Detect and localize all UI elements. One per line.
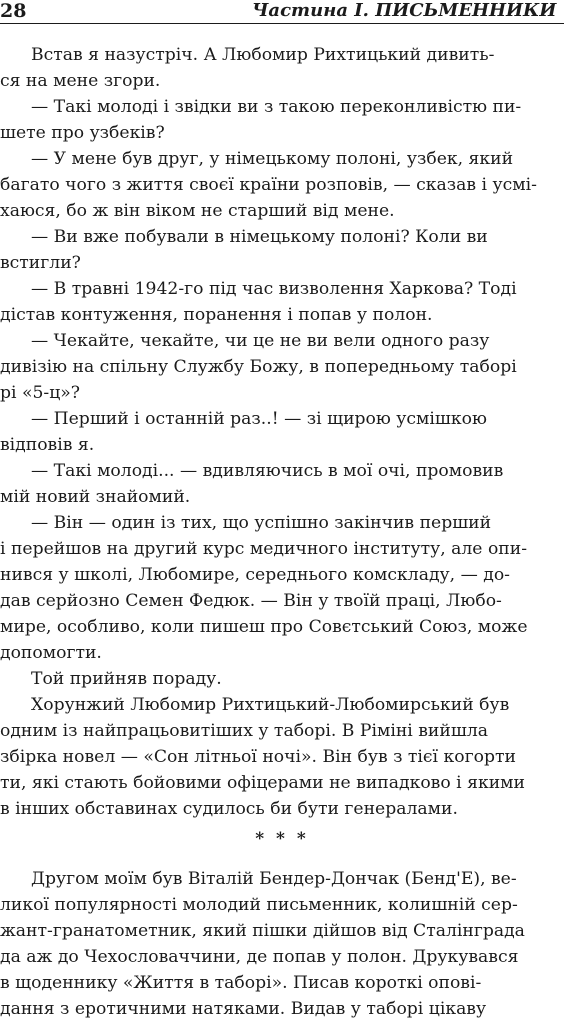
text-line: — Такі молоді... — вдивляючись в мої очі, промовив	[31, 461, 504, 481]
text-line: допомогти.	[0, 643, 102, 663]
text-line: Другом моїм був Віталій Бендер-Дончак (Бенд'Е), ве-	[31, 869, 517, 889]
text-line: ликої популярності молодий письменник, колишній сер-	[0, 895, 518, 915]
text-line: ти, які стають бойовими офіцерами не випадково і якими	[0, 773, 525, 793]
text-line: — Він — один із тих, що успішно закінчив перший	[31, 513, 492, 533]
text-line: в щоденнику «Життя в таборі». Писав короткі опові-	[0, 973, 482, 993]
page-number: 28	[0, 0, 27, 22]
header-rule	[0, 23, 564, 24]
text-line: Встав я назустріч. А Любомир Рихтицький дивить-	[31, 45, 495, 65]
text-line: — Перший і останній раз..! — зі щирою усмішкою	[31, 409, 487, 429]
text-line: — Чекайте, чекайте, чи це не ви вели одного разу	[31, 331, 490, 351]
text-line: в інших обставинах судилось би бути генералами.	[0, 799, 458, 819]
text-line: дав серйозно Семен Федюк. — Він у твоїй праці, Любо-	[0, 591, 502, 611]
text-line: ся на мене згори.	[0, 71, 161, 91]
text-line: одним із найпрацьовитіших у таборі. В Ріміні вийшла	[0, 721, 488, 741]
text-line: Хорунжий Любомир Рихтицький-Любомирський був	[31, 695, 510, 715]
text-line: відповів я.	[0, 435, 95, 455]
text-line: і перейшов на другий курс медичного інституту, але опи-	[0, 539, 528, 559]
text-line: шете про узбеків?	[0, 123, 165, 143]
running-title: Частина І. ПИСЬМЕННИКИ	[252, 0, 557, 21]
text-line: — У мене був друг, у німецькому полоні, узбек, який	[31, 149, 514, 169]
text-line: Той прийняв пораду.	[31, 669, 222, 689]
text-line: рі «5-ц»?	[0, 383, 81, 403]
text-line: збірка новел — «Сон літньої ночі». Він був з тієї когорти	[0, 747, 516, 767]
text-line: — В травні 1942-го під час визволення Харкова? Тоді	[31, 279, 517, 299]
text-line: жант-гранатометник, який пішки дійшов від Сталінграда	[0, 921, 525, 941]
text-line: встигли?	[0, 253, 81, 273]
section-separator: * * *	[255, 829, 309, 849]
text-line: мій новий знайомий.	[0, 487, 191, 507]
text-line: нився у школі, Любомире, середнього комскладу, — до-	[0, 565, 510, 585]
text-line: дання з еротичними натяками. Видав у таборі цікаву	[0, 999, 487, 1019]
text-line: да аж до Чехословаччини, де попав у полон. Друкувався	[0, 947, 519, 967]
page-header	[0, 0, 564, 24]
text-line: мире, особливо, коли пишеш про Совєтський Союз, може	[0, 617, 528, 637]
text-line: — Такі молоді і звідки ви з такою переконливістю пи-	[31, 97, 522, 117]
text-line: дивізію на спільну Службу Божу, в попередньому таборі	[0, 357, 517, 377]
text-line: хаюся, бо ж він віком не старший від мене.	[0, 201, 395, 221]
text-line: багато чого з життя своєї країни розповів, — сказав і усмі-	[0, 175, 537, 195]
text-line: дістав контуження, поранення і попав у полон.	[0, 305, 433, 325]
text-line: — Ви вже побували в німецькому полоні? Коли ви	[31, 227, 488, 247]
